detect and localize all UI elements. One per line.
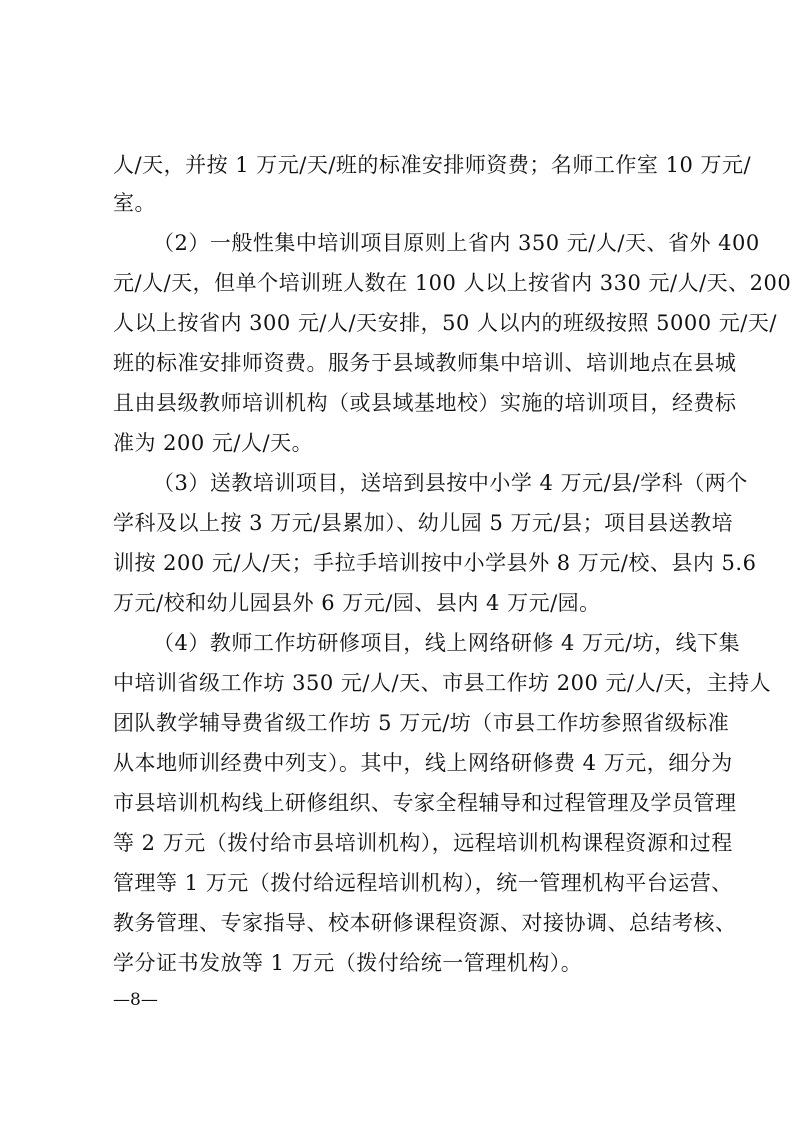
text-line: 室。 — [113, 191, 156, 215]
text-line: 等 2 万元（拨付给市县培训机构），远程培训机构课程资源和过程 — [113, 831, 733, 855]
text-line: 训按 200 元/人/天；手拉手培训按中小学县外 8 万元/校、县内 5.6 — [113, 551, 757, 575]
text-line: 学科及以上按 3 万元/县累加）、幼儿园 5 万元/县；项目县送教培 — [113, 511, 734, 535]
paragraph-first-line: （3）送教培训项目，送培到县按中小学 4 万元/县/学科（两个 — [153, 471, 748, 495]
text-line: 万元/校和幼儿园县外 6 万元/园、县内 4 万元/园。 — [113, 591, 601, 615]
text-line: 团队教学辅导费省级工作坊 5 万元/坊（市县工作坊参照省级标准 — [113, 711, 730, 735]
paragraph-first-line: （2）一般性集中培训项目原则上省内 350 元/人/天、省外 400 — [153, 231, 760, 255]
text-line: 从本地师训经费中列支）。其中，线上网络研修费 4 万元，细分为 — [113, 751, 733, 775]
text-line: 且由县级教师培训机构（或县域基地校）实施的培训项目，经费标 — [113, 391, 737, 415]
text-line: 准为 200 元/人/天。 — [113, 431, 314, 455]
text-line: 教务管理、专家指导、校本研修课程资源、对接协调、总结考核、 — [113, 911, 737, 935]
text-line: 人/天，并按 1 万元/天/班的标准安排师资费；名师工作室 10 万元/ — [113, 153, 752, 177]
text-line: 管理等 1 万元（拨付给远程培训机构），统一管理机构平台运营、 — [113, 871, 733, 895]
paragraph-first-line: （4）教师工作坊研修项目，线上网络研修 4 万元/坊，线下集 — [153, 631, 741, 655]
text-line: 市县培训机构线上研修组织、专家全程辅导和过程管理及学员管理 — [113, 791, 737, 815]
text-line: 中培训省级工作坊 350 元/人/天、市县工作坊 200 元/人/天，主持人 — [113, 671, 772, 695]
text-line: 学分证书发放等 1 万元（拨付给统一管理机构）。 — [113, 951, 583, 975]
text-line: 元/人/天，但单个培训班人数在 100 人以上按省内 330 元/人/天、200 — [113, 271, 792, 295]
text-line: 人以上按省内 300 元/人/天安排，50 人以内的班级按照 5000 元/天/ — [113, 311, 777, 335]
text-line: 班的标准安排师资费。服务于县域教师集中培训、培训地点在县城 — [113, 351, 737, 375]
page-number: —8— — [113, 990, 158, 1010]
